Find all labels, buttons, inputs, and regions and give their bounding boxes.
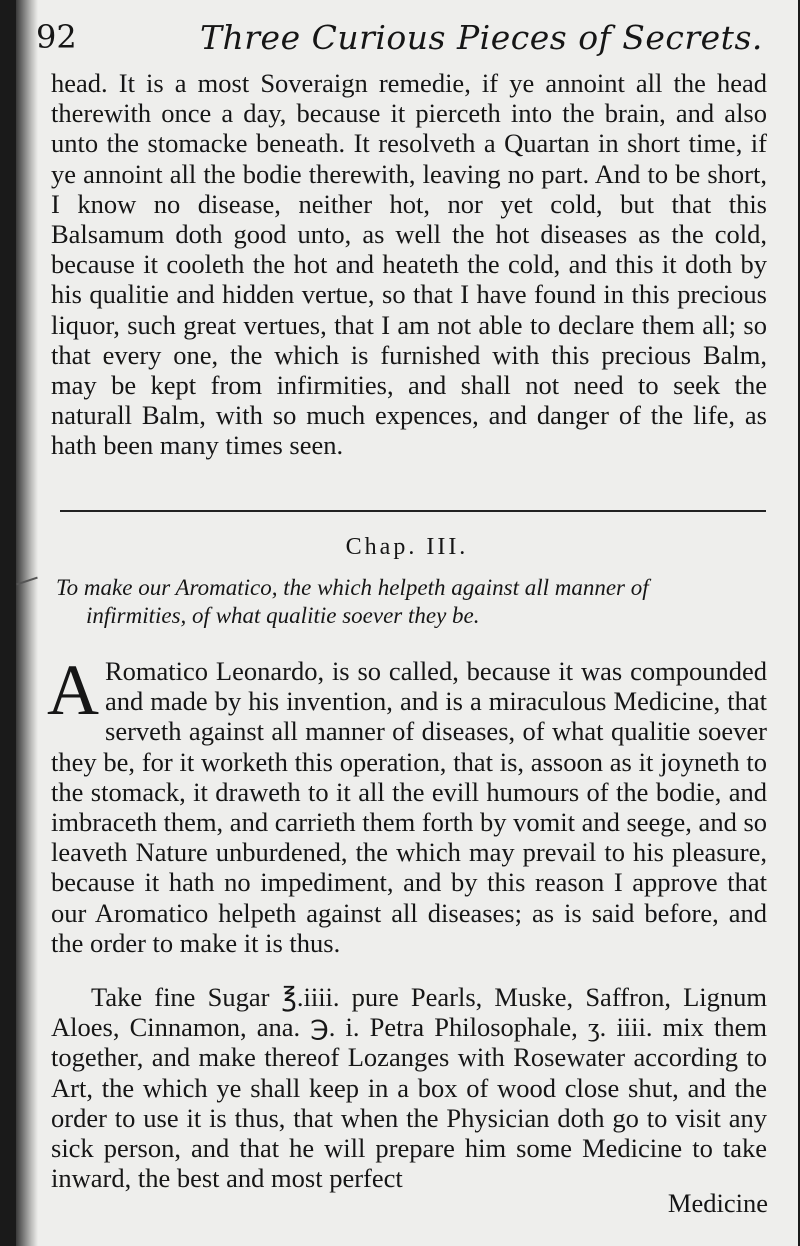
paragraph-aromatico-text: Romatico Leonardo, is so called, because it was compounded and made by his invention, and is a miraculous Medicine, that serveth against all manner of diseases, of what qualitie soever they be, for it worketh this operation, that is, assoon as it joyneth to the stomack, it draweth to it all the evill humours of the bodie, and imbraceth them, and carrieth them forth by vomit and seege, and so leaveth Nature unburdened, the which may prevail to his pleasure, because it hath no impediment, and by this reason I approve that our Aromatico helpeth against all diseases; as is said before, and the order to make it is thus. xyxy=(51,656,768,958)
paragraph-balsamum: head. It is a most Soveraign remedie, if ye annoint all the head therewith once a day, because it pierceth into the brain, and also unto the stomacke beneath. It resolveth a Quartan in short time, if ye annoint all the bodie therewith, leaving no part. And to be short, I know no disease, neither hot, nor yet cold, but that this Balsamum doth good unto, as well the hot diseases as the cold, because it cooleth the hot and heateth the cold, and this it doth by his qualitie and hidden vertue, so that I have found in this precious liquor, such great vertues, that I am not able to declare them all; so that every one, the which is furnished with this precious Balm, may be kept from infirmities, and shall not need to seek the naturall Balm, with so much expences, and danger of the life, as hath been many times seen. xyxy=(51,68,767,461)
drop-cap: A xyxy=(47,650,99,730)
section-divider xyxy=(60,510,766,512)
page-header xyxy=(32,16,772,64)
book-gutter-shadow xyxy=(16,0,38,1246)
catchword: Medicine xyxy=(667,1188,768,1218)
chapter-heading: Chap. III. xyxy=(345,534,469,560)
book-page xyxy=(16,0,798,1246)
chapter-title-line-2: infirmities, of what qualitie soever they be. xyxy=(86,603,480,628)
chapter-title xyxy=(56,574,768,630)
chapter-title-line-1: To make our Aromatico, the which helpeth against all manner of xyxy=(56,575,649,600)
running-head: Three Curious Pieces of Secrets. xyxy=(200,18,763,57)
paragraph-recipe: Take fine Sugar ℥.iiii. pure Pearls, Muske, Saffron, Lignum Aloes, Cinnamon, ana. ℈. i. Petra Philosophale, ʒ. iiii. mix them together, and make thereof Lozanges with Rosewater according to Art, the which ye shall keep in a box of wood close shut, and the order to use it is thus, that when the Physician doth go to visit any sick person, and that he will prepare him some Medicine to take inward, the best and most perfect xyxy=(51,982,767,1194)
page-number: 92 xyxy=(36,18,77,56)
paragraph-aromatico xyxy=(47,650,768,958)
